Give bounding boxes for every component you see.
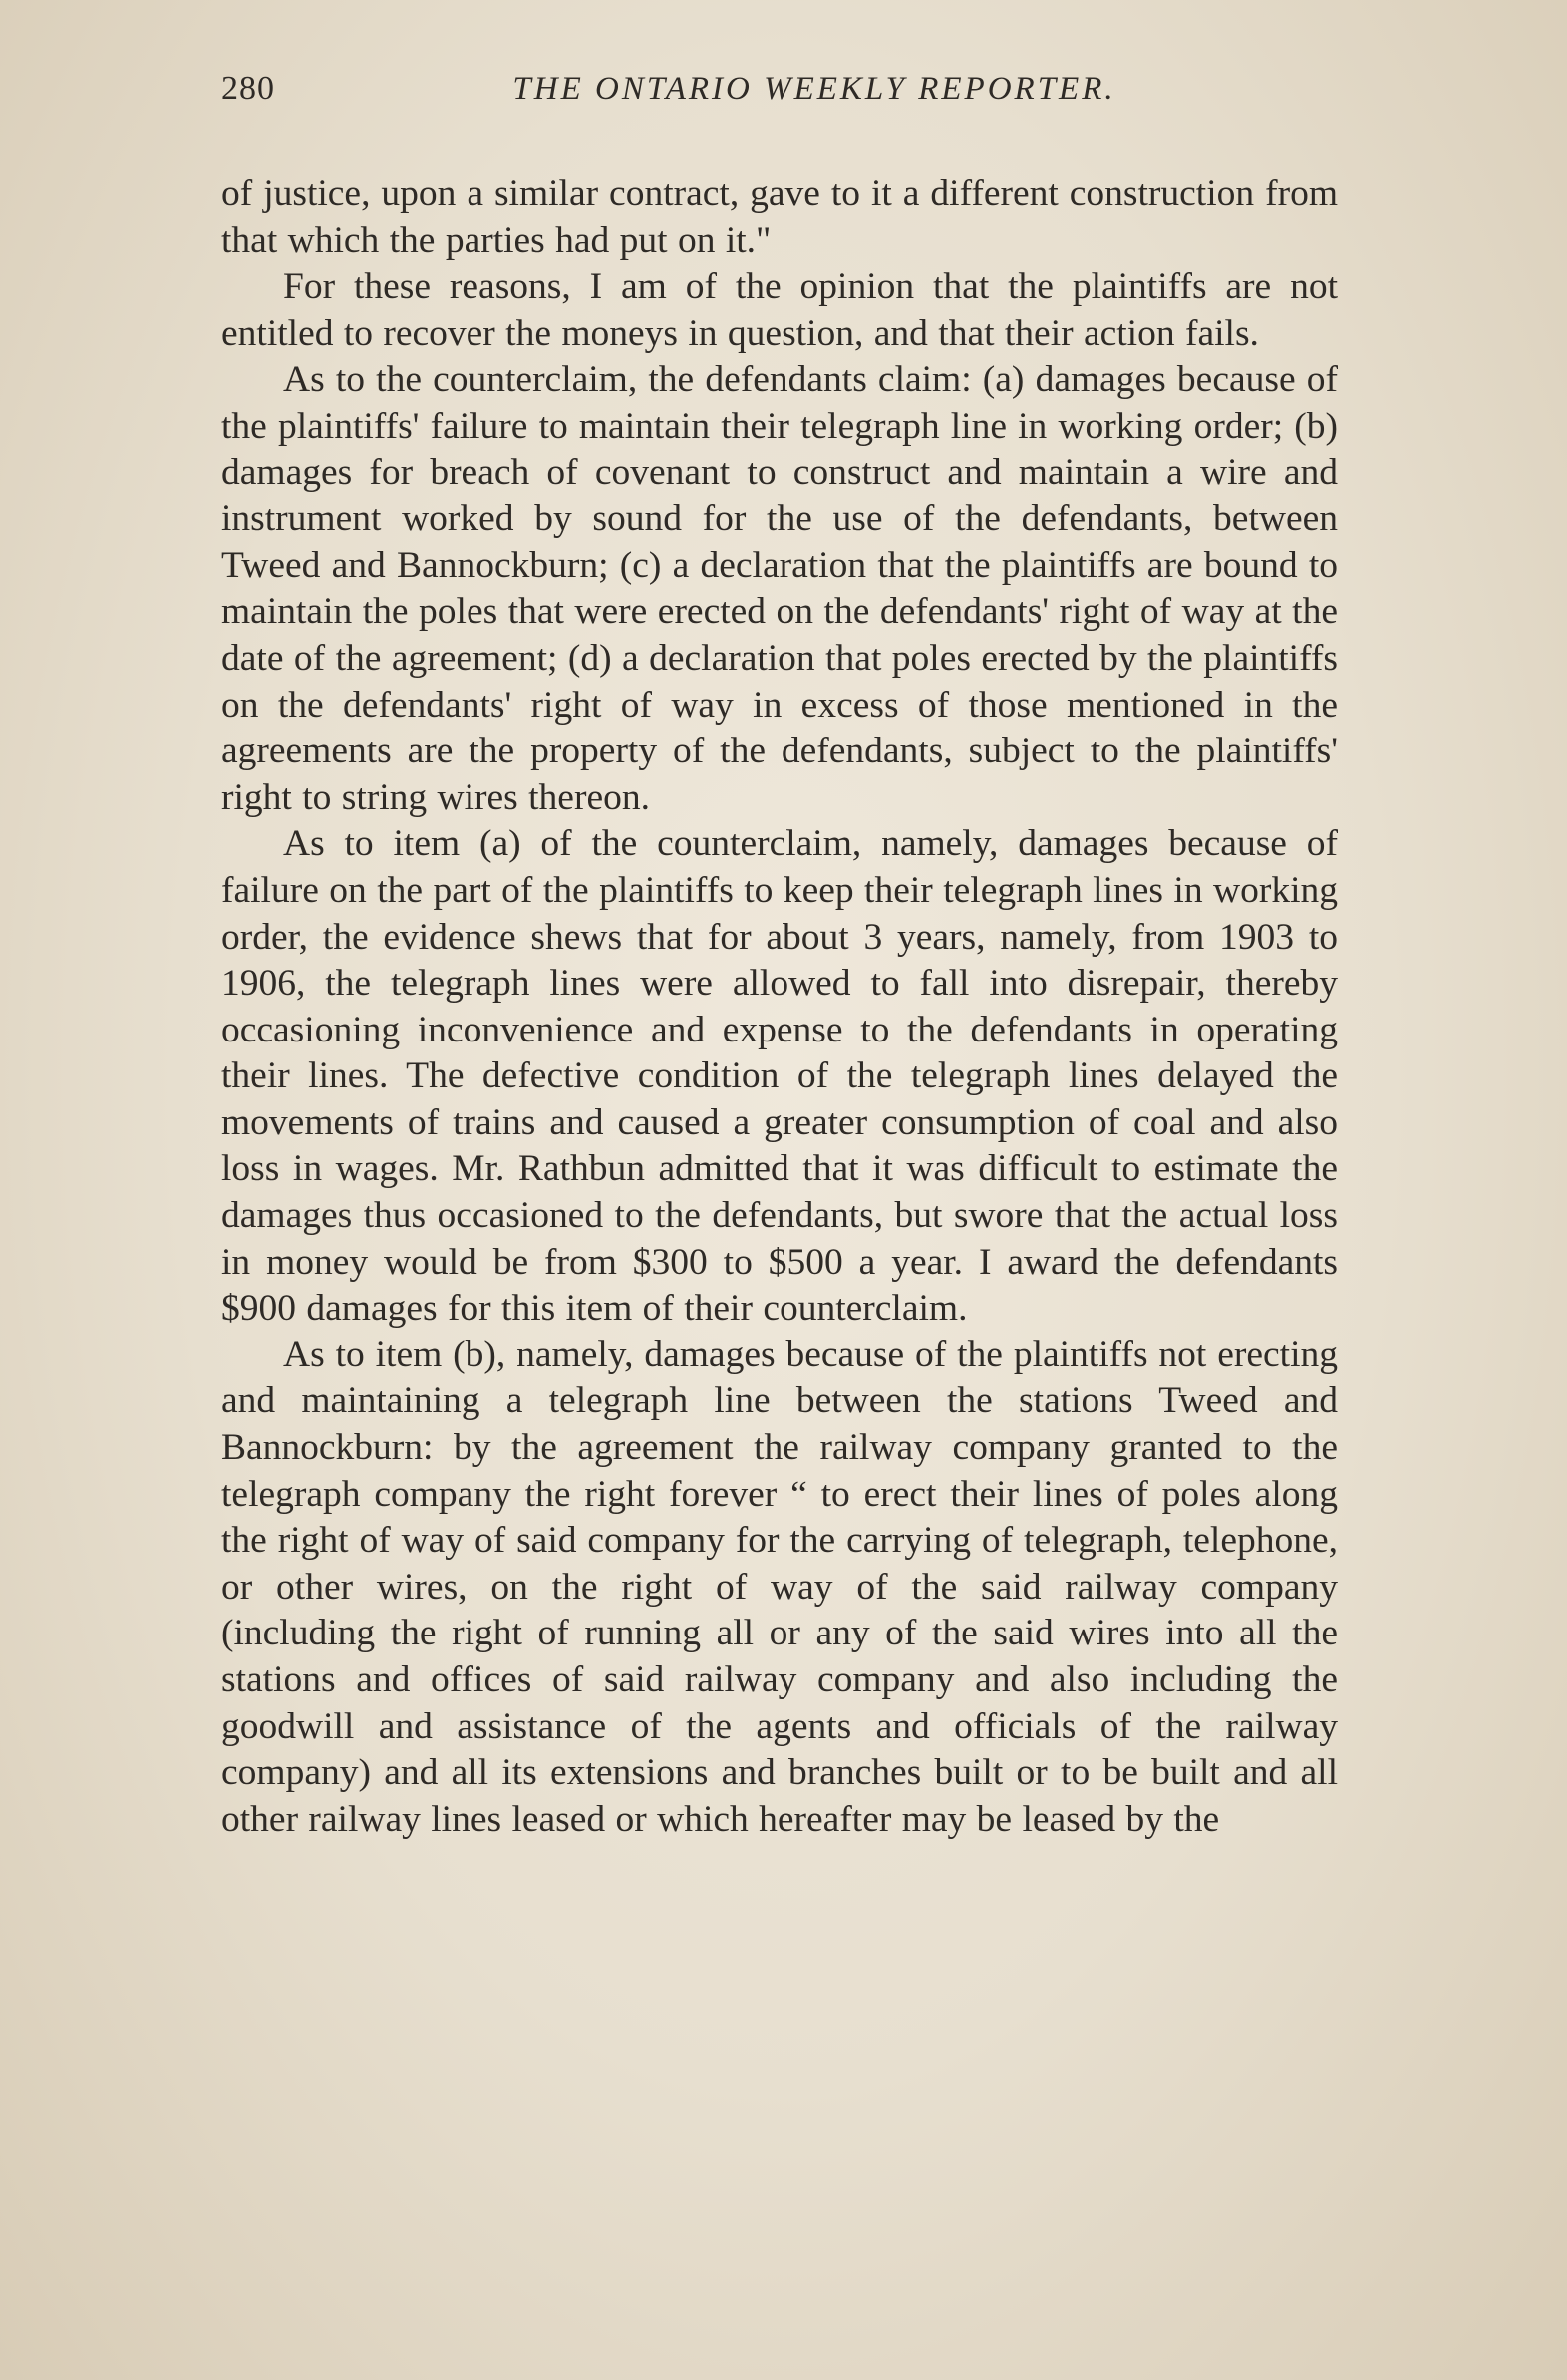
running-head: THE ONTARIO WEEKLY REPORTER.	[512, 71, 1116, 107]
paragraph-item-b: As to item (b), namely, damages because of the plaintiffs not erecting and maintaining a telegraph line between the stations Tweed and Bannockburn: by the agreement the railway company granted to the telegraph company the right forever “ to erect their lines of poles along the right of way of said company for the carrying of telegraph, telephone, or other wires, on the right of way of the said railway company (including the right of running all or any of the said wires into all the stations and offices of said railway company and also including the goodwill and assistance of the agents and officials of the railway company) and all its extensions and branches built or to be built and all other railway lines leased or which hereafter may be leased by the	[221, 1334, 1338, 1840]
page-number: 280	[221, 70, 275, 107]
document-page	[221, 70, 1338, 2342]
paragraph-conclusion: For these reasons, I am of the opinion that the plaintiffs are not entitled to recover the moneys in question, and that their action fails.	[221, 266, 1338, 354]
body-text	[221, 171, 1338, 1843]
paragraph-continued: of justice, upon a similar contract, gave to it a different construction from that which the parties had put on it."	[221, 173, 1338, 261]
page-header	[221, 70, 1338, 130]
paragraph-item-a: As to item (a) of the counterclaim, namely, damages because of failure on the part of the plaintiffs to keep their telegraph lines in working order, the evidence shews that for about 3 years, namely, from 1903 to 1906, the telegraph lines were allowed to fall into disrepair, thereby occasioning inconvenience and expense to the defendants in operating their lines. The defective condition of the telegraph lines delayed the movements of trains and caused a greater consumption of coal and also loss in wages. Mr. Rathbun admitted that it was difficult to estimate the damages thus occasioned to the defendants, but swore that the actual loss in money would be from $300 to $500 a year. I award the defendants $900 damages for this item of their counterclaim.	[221, 823, 1338, 1330]
paragraph-counterclaim: As to the counterclaim, the defendants claim: (a) damages because of the plaintiffs' failure to maintain their telegraph line in working order; (b) damages for breach of covenant to construct and maintain a wire and instrument worked by sound for the use of the defendants, between Tweed and Bannockburn; (c) a declaration that the plaintiffs are bound to maintain the poles that were erected on the defendants' right of way at the date of the agreement; (d) a declaration that poles erected by the plaintiffs on the defendants' right of way in excess of those mentioned in the agreements are the property of the defendants, subject to the plaintiffs' right to string wires thereon.	[221, 359, 1338, 818]
